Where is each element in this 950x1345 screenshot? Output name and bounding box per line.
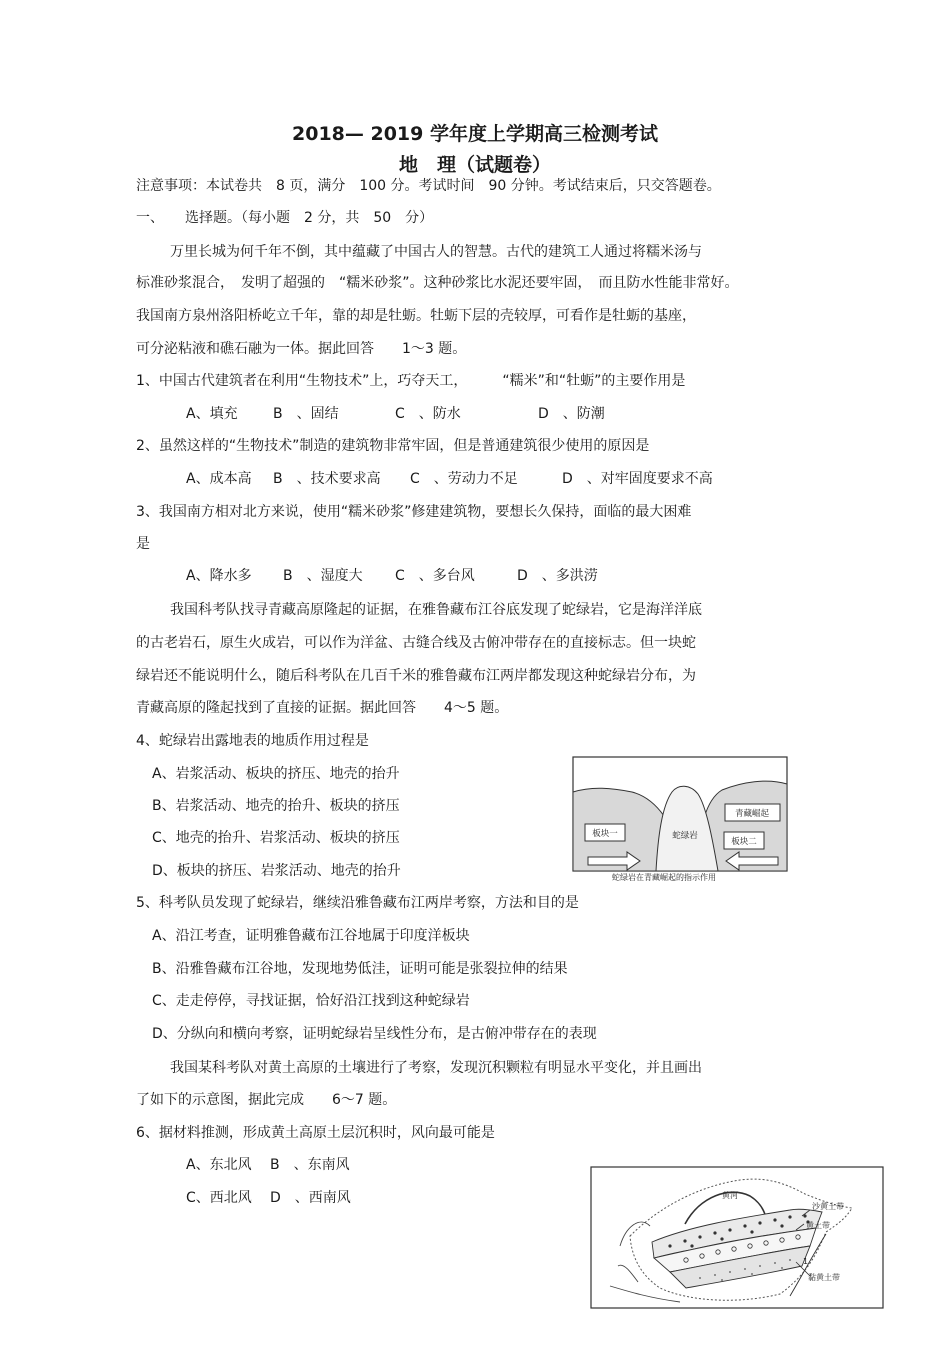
question-2-option-d: D 、对牢固度要求不高 — [562, 471, 713, 487]
question-4-option-c: C、地壳的抬升、岩浆活动、板块的挤压 — [152, 830, 400, 846]
passage1-line: 万里长城为何千年不倒，其中蕴藏了中国古人的智慧。古代的建筑工人通过将糯米汤与 — [170, 244, 702, 260]
question-5-stem: 5、科考队员发现了蛇绿岩，继续沿雅鲁藏布江两岸考察，方法和目的是 — [136, 895, 579, 911]
passage3-line: 我国某科考队对黄土高原的土壤进行了考察，发现沉积颗粒有明显水平变化，并且画出 — [170, 1060, 702, 1076]
question-4-stem: 4、蛇绿岩出露地表的地质作用过程是 — [136, 733, 369, 749]
passage2-line: 的古老岩石，原生火成岩，可以作为洋盆、古缝合线及古俯冲带存在的直接标志。但一块蛇 — [136, 635, 696, 651]
label-clay-loess: 黏黄土带 — [808, 1273, 840, 1282]
label-loess: 黄土带 — [806, 1221, 830, 1230]
section-heading: 一、 选择题。（每小题 2 分，共 50 分） — [136, 210, 434, 226]
label-plate-two: 板块二 — [731, 837, 757, 847]
question-1-option-c: C 、防水 — [395, 406, 461, 422]
question-3-option-a: A、降水多 — [186, 568, 252, 584]
question-1-option-a: A、填充 — [186, 406, 238, 422]
question-5-option-d: D、分纵向和横向考察，证明蛇绿岩呈线性分布，是古俯冲带存在的表现 — [152, 1026, 597, 1042]
passage1-line: 标准砂浆混合， 发明了超强的 “糯米砂浆”。这种砂浆比水泥还要牢固， 而且防水性能非常好。 — [136, 275, 739, 291]
question-6-option-a: A、东北风 — [186, 1157, 252, 1173]
figure-caption: 蛇绿岩在青藏崛起的指示作用 — [612, 873, 716, 882]
loess-map — [590, 1166, 884, 1310]
question-1-option-d: D 、防潮 — [538, 406, 605, 422]
passage2-line: 绿岩还不能说明什么，随后科考队在几百千米的雅鲁藏布江两岸都发现这种蛇绿岩分布，为 — [136, 668, 696, 684]
question-2-option-c: C 、劳动力不足 — [410, 471, 518, 487]
passage1-line: 可分泌粘液和礁石融为一体。据此回答 1～3 题。 — [136, 341, 467, 357]
question-6-option-d: D 、西南风 — [270, 1190, 351, 1206]
exam-notice: 注意事项：本试卷共 8 页，满分 100 分。考试时间 90 分钟。考试结束后，只交答题卷。 — [136, 178, 721, 194]
question-3-stem-cont: 是 — [136, 536, 150, 552]
label-number: 1 — [803, 1257, 809, 1266]
question-3-option-b: B 、湿度大 — [283, 568, 363, 584]
passage3-line: 了如下的示意图，据此完成 6～7 题。 — [136, 1092, 397, 1108]
label-ophiolite: 蛇绿岩 — [672, 831, 698, 841]
passage2-line: 青藏高原的隆起找到了直接的证据。据此回答 4～5 题。 — [136, 700, 509, 716]
question-4-option-b: B、岩浆活动、地壳的抬升、板块的挤压 — [152, 798, 400, 814]
label-sandy-loess: 沙黄土带 — [812, 1202, 844, 1211]
question-5-option-a: A、沿江考查，证明雅鲁藏布江谷地属于印度洋板块 — [152, 928, 470, 944]
question-5-option-c: C、走走停停，寻找证据，恰好沿江找到这种蛇绿岩 — [152, 993, 470, 1009]
exam-subtitle: 地 理（试题卷） — [398, 154, 551, 176]
question-1-stem: 1、中国古代建筑者在利用“生物技术”上，巧夺天工， “糯米”和“牡蛎”的主要作用是 — [136, 373, 686, 389]
question-2-stem: 2、虽然这样的“生物技术”制造的建筑物非常牢固，但是普通建筑很少使用的原因是 — [136, 438, 650, 454]
label-plate-one: 板块一 — [592, 829, 618, 839]
question-4-option-a: A、岩浆活动、板块的挤压、地壳的抬升 — [152, 766, 400, 782]
ophiolite-figure — [572, 756, 788, 884]
label-yellow-river: 黄河 — [722, 1191, 738, 1200]
question-6-option-c: C、西北风 — [186, 1190, 252, 1206]
question-6-stem: 6、据材料推测，形成黄土高原土层沉积时，风向最可能是 — [136, 1125, 495, 1141]
question-1-option-b: B 、固结 — [273, 406, 339, 422]
exam-title: 2018— 2019 学年度上学期高三检测考试 — [292, 123, 658, 145]
passage2-line: 我国科考队找寻青藏高原隆起的证据，在雅鲁藏布江谷底发现了蛇绿岩，它是海洋洋底 — [170, 602, 702, 618]
question-2-option-b: B 、技术要求高 — [273, 471, 381, 487]
loess-figure — [590, 1166, 884, 1310]
question-3-option-c: C 、多台风 — [395, 568, 475, 584]
passage1-line: 我国南方泉州洛阳桥屹立千年，靠的却是牡蛎。牡蛎下层的壳较厚，可看作是牡蛎的基座， — [136, 308, 696, 324]
question-6-option-b: B 、东南风 — [270, 1157, 350, 1173]
question-2-option-a: A、成本高 — [186, 471, 252, 487]
question-3-stem: 3、我国南方相对北方来说，使用“糯米砂浆”修建建筑物，要想长久保持，面临的最大困难 — [136, 504, 692, 520]
label-uplift: 青藏崛起 — [734, 809, 770, 819]
ophiolite-diagram — [572, 756, 788, 884]
question-4-option-d: D、板块的挤压、岩浆活动、地壳的抬升 — [152, 863, 401, 879]
question-5-option-b: B、沿雅鲁藏布江谷地，发现地势低洼，证明可能是张裂拉伸的结果 — [152, 961, 568, 977]
question-3-option-d: D 、多洪涝 — [517, 568, 598, 584]
